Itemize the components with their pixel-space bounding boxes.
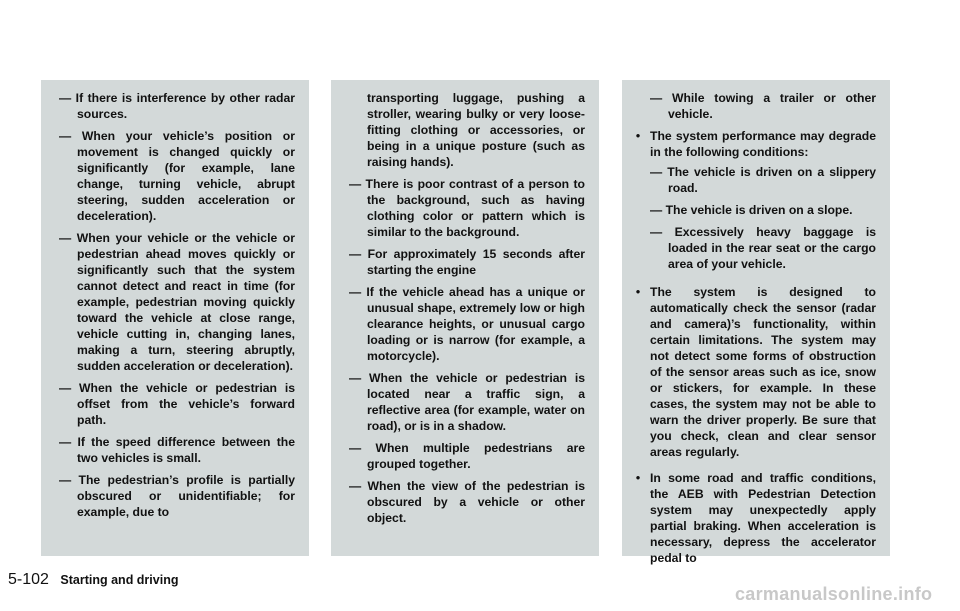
condition-item: — If the speed difference between the two vehicles is small. (59, 435, 295, 465)
page-footer (8, 571, 178, 589)
section-title: Starting and driving (60, 573, 179, 587)
bullet-item (632, 284, 876, 464)
bullet-item (632, 470, 876, 570)
condition-item: — The pedestrian’s profile is partially obscured or unidentifiable; for example, due to (59, 473, 295, 519)
page-number: 5-102 (8, 571, 49, 588)
text-column-3 (622, 80, 890, 565)
condition-item: — When the view of the pedestrian is obscured by a vehicle or other object. (349, 479, 585, 525)
condition-item: — While towing a trailer or other vehicle. (650, 91, 876, 121)
bullet-item (632, 128, 876, 278)
bullet-text: The system performance may degrade in the following conditions: (650, 129, 876, 159)
condition-item: — If the vehicle ahead has a unique or unusual shape, extremely low or high clearance heights, or unusual cargo loading or is narrow (for example, a motorcycle). (349, 285, 585, 363)
condition-item: — If there is interference by other radar sources. (59, 91, 295, 121)
watermark-logo: carmanualsonline.info (735, 584, 933, 604)
bullet-text: In some road and traffic conditions, the AEB with Pedestrian Detection system may unexpectedly apply partial braking. When acceleration is necessary, depress the accelerator pedal to (650, 471, 876, 565)
condition-item: — When multiple pedestrians are grouped together. (349, 441, 585, 471)
bullet-icon: • (635, 471, 641, 485)
condition-item: — The vehicle is driven on a slope. (650, 203, 853, 217)
bullet-icon: • (635, 129, 641, 143)
text-column-2 (331, 80, 599, 556)
condition-continuation: transporting luggage, pushing a stroller, wearing bulky or very loose-fitting clothing or accessories, or being in a unique posture (such as raising hands). (367, 91, 585, 169)
condition-item: — When your vehicle or the vehicle or pedestrian ahead moves quickly or significantly such that the system cannot detect and react in time (for example, pedestrian moving quickly toward the vehicle at close range, vehicle cutting in, changing lanes, making a turn, steering abruptly, sudden acceleration or deceleration). (59, 231, 295, 373)
condition-item: — There is poor contrast of a person to the background, such as having clothing color or pattern which is similar to the background. (349, 177, 585, 239)
condition-item: — When the vehicle or pedestrian is located near a traffic sign, a reflective area (for example, water on road), or is in a shadow. (349, 371, 585, 433)
condition-item: — For approximately 15 seconds after starting the engine (349, 247, 585, 277)
condition-item: — When the vehicle or pedestrian is offset from the vehicle’s forward path. (59, 381, 295, 427)
bullet-icon: • (635, 285, 641, 299)
condition-item: — When your vehicle’s position or movement is changed quickly or significantly (for example, lane change, turning vehicle, abrupt steering, sudden acceleration or deceleration). (59, 129, 295, 223)
text-column-1 (41, 80, 309, 556)
bullet-text: The system is designed to automatically check the sensor (radar and camera)’s functionality, within certain limitations. The system may not detect some forms of obstruction of the sensor areas such as ice, snow or stickers, for example. In these cases, the system may not be able to warn the driver properly. Be sure that you check, clean and clear sensor areas regularly. (650, 285, 876, 459)
condition-item: — The vehicle is driven on a slippery road. (650, 165, 876, 195)
condition-item: — Excessively heavy baggage is loaded in the rear seat or the cargo area of your vehicle. (650, 225, 876, 271)
